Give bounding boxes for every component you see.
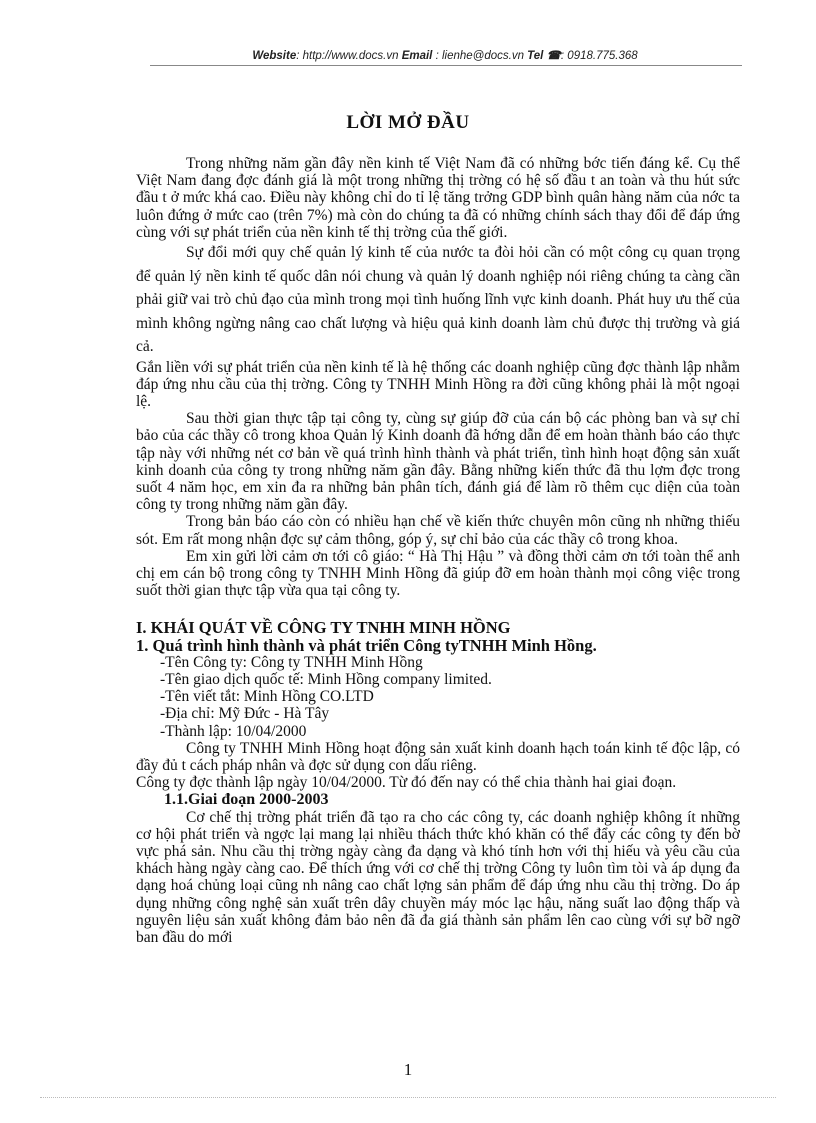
tel-label: Tel — [527, 50, 544, 62]
company-paragraph-1: Công ty TNHH Minh Hồng hoạt động sản xuất kinh doanh hạch toán kinh tế độc lập, có đầy đủ t cách pháp nhân và đợc sử dụng con dấu riêng. — [136, 739, 740, 774]
website-link[interactable]: http://www.docs.vn — [302, 50, 399, 62]
email-sep: : — [432, 50, 442, 62]
section-heading-1: I. KHÁI QUÁT VỀ CÔNG TY TNHH MINH HỒNG — [136, 618, 511, 638]
intro-paragraph-3: Gắn liền với sự phát triển của nền kinh tế là hệ thống các doanh nghiệp cũng đợc thành lập nhằm đáp ứng nhu cầu của thị trờng. Công ty TNHH Minh Hồng ra đời cũng không phải là một ngoại lệ. — [136, 358, 740, 410]
company-info-list — [136, 654, 740, 740]
intro-paragraph-5: Trong bản báo cáo còn có nhiều hạn chế về kiến thức chuyên môn cũng nh những thiếu sót. Em rất mong nhận đợc sự cảm thông, góp ý, sự chỉ bảo của các thầy cô trong khoa. — [136, 513, 740, 548]
page-number: 1 — [403, 1060, 413, 1079]
email-link[interactable]: lienhe@docs.vn — [441, 50, 524, 62]
intro-paragraph-2: Sự đổi mới quy chế quản lý kinh tế của nước ta đòi hỏi cần có một công cụ quan trọng để quản lý nền kinh tế quốc dân nói chung và quản lý doanh nghiệp nói riêng chúng ta càng cần phải giữ vai trò chủ đạo của mình trong mọi tình huống lĩnh vực kinh doanh. Phát huy ưu thế của mình không ngừng nâng cao chất lượng và hiệu quả kinh doanh làm chủ được thị trường và giá cả. — [136, 244, 740, 356]
section-spacer — [136, 599, 740, 619]
tel-value: 0918.775.368 — [567, 50, 638, 62]
page-title: LỜI MỞ ĐẦU — [346, 112, 470, 133]
document-body — [136, 155, 740, 946]
email-label: Email — [401, 50, 433, 62]
header-divider — [150, 65, 742, 66]
intro-paragraph-1: Trong những năm gần đây nền kinh tế Việt Nam đã có những bớc tiến đáng kể. Cụ thể Việt Nam đang đợc đánh giá là một trong những thị trờng có hệ số đầu t an toàn và thu hút sức đầu t ở mức khá cao. Điều này không chỉ do tỉ lệ tăng trởng GDP bình quân hàng năm của nớc ta luôn đứng ở mức cao (trên 7%) mà còn do chúng ta đã có những chính sách thay đổi để đáp ứng cùng với sự phát triển của nền kinh tế thị trờng của thế giới. — [136, 155, 740, 241]
section-heading-1-1: 1. Quá trình hình thành và phát triển Công tyTNHH Minh Hồng. — [136, 635, 597, 655]
intro-paragraph-6: Em xin gửi lời cảm ơn tới cô giáo: “ Hà Thị Hậu ” và đồng thời cảm ơn tới toàn thể anh chị em cán bộ trong công ty TNHH Minh Hồng đã giúp đỡ em hoàn thành mọi công việc trong suốt thời gian thực tập vừa qua tại công ty. — [136, 547, 740, 600]
company-paragraph-2: Công ty đợc thành lập ngày 10/04/2000. Từ đó đến nay có thể chia thành hai giai đoạn. — [136, 774, 677, 792]
company-info-item: -Thành lập: 10/04/2000 — [160, 722, 307, 740]
period-paragraph: Cơ chế thị trờng phát triển đã tạo ra cho các công ty, các doanh nghiệp không ít những cơ hội phát triển và ngợc lại mang lại nhiều thách thức khó khăn có thể đẩy các công ty đến bờ vực phá sản. Nhu cầu thị trờng ngày càng đa dạng và khó tính hơn với thị hiếu và yêu cầu của khách hàng ngày càng cao. Để thích ứng với cơ chế thị trờng Công ty luôn tìm tòi và áp dụng đa dạng hoá chủng loại cũng nh nâng cao chất lợng sản phẩm để đáp ứng nhu cầu thị trờng. Do áp dụng những công nghệ sản xuất trên dây chuyền máy móc lạc hậu, năng suất lao động thấp và nguyên liệu sản xuất không đảm bảo nên đã đa giá thành sản phẩm lên cao cùng với sự bỡ ngỡ ban đầu do mới — [136, 808, 740, 947]
company-info-item: -Tên Công ty: Công ty TNHH Minh Hồng — [160, 653, 423, 671]
company-info-item: -Tên giao dịch quốc tế: Minh Hồng company limited. — [160, 670, 492, 688]
phone-icon: ☎ — [546, 50, 561, 62]
website-sep: : — [296, 50, 303, 62]
intro-paragraph-4: Sau thời gian thực tập tại công ty, cùng sự giúp đỡ của cán bộ các phòng ban và sự chỉ bảo của các thầy cô trong khoa Quản lý Kinh doanh đã hớng dẫn để em hoàn thành báo cáo thực tập này với những nét cơ bản về quá trình hình thành và phát triển, tình hình hoạt động sản xuất kinh doanh của công ty trong những năm gần đây. Bằng những kiến thức đã thu lợm đợc trong suốt 4 năm học, em xin đa ra những bản phân tích, đánh giá để làm rõ thêm cục diện của toàn công ty trong những năm gần đây. — [136, 410, 740, 514]
website-label: Website — [252, 50, 297, 62]
company-info-item: -Tên viết tắt: Minh Hồng CO.LTD — [160, 688, 374, 706]
section-heading-1-1-1: 1.1.Giai đoạn 2000-2003 — [164, 791, 329, 809]
company-info-item: -Địa chỉ: Mỹ Đức - Hà Tây — [160, 705, 330, 723]
footer-divider — [40, 1097, 776, 1098]
tel-sep: : — [560, 50, 568, 62]
page-header — [150, 48, 740, 62]
